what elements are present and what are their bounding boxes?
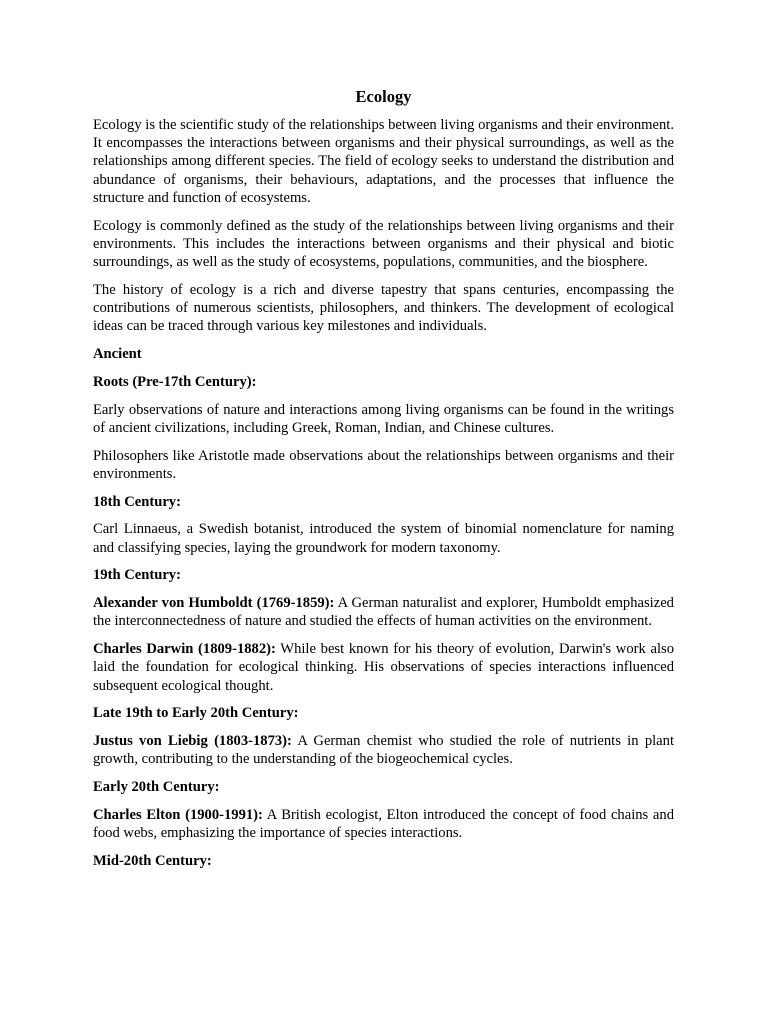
darwin-name: Charles Darwin (1809-1882):	[93, 641, 276, 658]
elton-name: Charles Elton (1900-1991):	[93, 807, 263, 823]
intro-paragraph-3: The history of ecology is a rich and diverse tapestry that spans centuries, encompassing the contributions of numerous scientists, philosophers, and thinkers. The development of ecological ideas can be traced through various key milestones and individuals.	[93, 281, 674, 335]
humboldt-paragraph	[93, 594, 674, 630]
section-heading-early-20th-century: Early 20th Century:	[93, 779, 220, 796]
intro-paragraph-1: Ecology is the scientific study of the relationships between living organisms and their environment. It encompasses the interactions between organisms and their physical surroundings, as well as the relationships among different species. The field of ecology seeks to understand the distribution and abundance of organisms, their behaviours, adaptations, and the processes that influence the structure and function of ecosystems.	[93, 117, 674, 206]
liebig-name: Justus von Liebig (1803-1873):	[93, 733, 292, 750]
section-heading-18th-century: 18th Century:	[93, 493, 181, 510]
document-title: Ecology	[355, 87, 412, 106]
section-heading-mid-20th-century: Mid-20th Century:	[93, 853, 212, 869]
document-page	[93, 86, 674, 880]
section-heading-roots: Roots (Pre-17th Century):	[93, 373, 257, 390]
elton-text: A British ecologist, Elton introduced the concept of food chains and food webs, emphasizing the importance of species interactions.	[93, 807, 674, 842]
intro-paragraph-2: Ecology is commonly defined as the study of the relationships between living organisms and their environments. This includes the interactions between organisms and their physical and biotic surroundings, as well as the study of ecosystems, populations, communities, and the biosphere.	[93, 217, 674, 271]
darwin-paragraph	[93, 640, 674, 695]
section-heading-late-19th-century: Late 19th to Early 20th Century:	[93, 705, 299, 722]
humboldt-name: Alexander von Humboldt (1769-1859):	[93, 595, 335, 612]
section-heading-19th-century: 19th Century:	[93, 567, 181, 584]
linnaeus-paragraph: Carl Linnaeus, a Swedish botanist, introduced the system of binomial nomenclature for naming and classifying species, laying the groundwork for modern taxonomy.	[93, 521, 674, 556]
darwin-text: While best known for his theory of evolution, Darwin's work also laid the foundation for ecological thinking. His observations of species interactions influenced subsequent ecological thought.	[93, 641, 674, 694]
ancient-paragraph-2: Philosophers like Aristotle made observations about the relationships between organisms and their environments.	[93, 447, 674, 482]
liebig-text: A German chemist who studied the role of nutrients in plant growth, contributing to the understanding of the biogeochemical cycles.	[93, 733, 674, 768]
ancient-paragraph-1: Early observations of nature and interactions among living organisms can be found in the writings of ancient civilizations, including Greek, Roman, Indian, and Chinese cultures.	[93, 401, 674, 436]
section-heading-ancient: Ancient	[93, 346, 142, 363]
liebig-paragraph	[93, 732, 674, 768]
humboldt-text: A German naturalist and explorer, Humboldt emphasized the interconnectedness of nature and studied the effects of human activities on the environment.	[93, 595, 674, 630]
elton-paragraph	[93, 806, 674, 842]
